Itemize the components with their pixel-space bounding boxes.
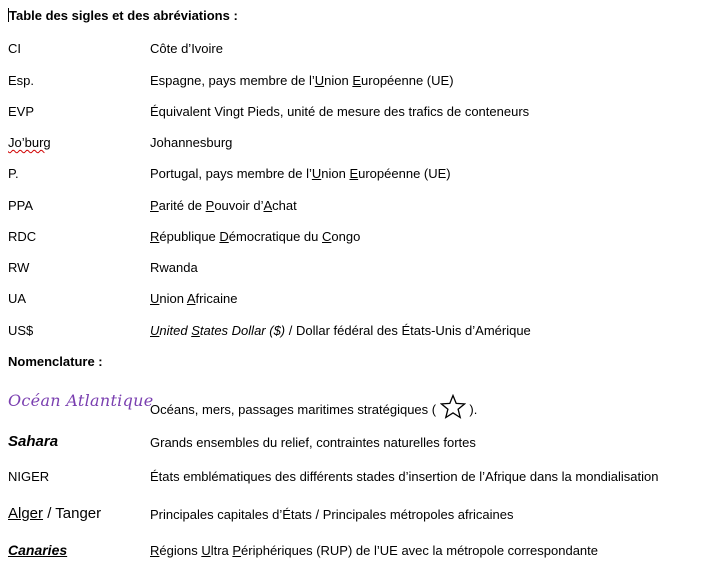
abbr-ci: CI [8,41,21,56]
def-text: uropéenne (UE) [358,166,451,181]
sample-canaries: Canaries [8,542,68,558]
abbr-ppa: PPA [8,198,34,213]
def-text: nion [324,73,353,88]
def-text: ltra [210,543,233,558]
def-p [150,166,451,182]
def-initial: D [219,229,229,244]
def-initial: U [201,543,211,558]
abbr-esp: Esp. [8,73,35,88]
abbr-ua: UA [8,291,27,306]
abbr-rw: RW [8,260,30,275]
def-evp: Équivalent Vingt Pieds, unité de mesure des trafics de conteneurs [150,104,530,119]
def-text: Portugal, pays membre de l’ [150,166,312,181]
abbr-p: P. [8,166,19,181]
def-text: ongo [331,229,361,244]
def-ua [150,291,237,307]
abbr-usd: US$ [8,323,34,338]
def-initial: U [314,73,325,88]
def-initial: A [263,198,273,213]
def-text: égions [159,543,202,558]
page-title [8,8,238,24]
sample-ocean: Océan Atlantique [8,391,154,410]
def-rw: Rwanda [150,260,198,275]
sample-capitals [8,506,101,522]
def-text: Océans, mers, passages maritimes stratégiques ( [150,402,437,417]
def-initial: P [205,198,215,213]
def-ci: Côte d’Ivoire [150,41,223,56]
def-initial: E [349,166,359,181]
def-text: émocratique du [228,229,323,244]
def-initial: P [232,543,242,558]
def-initial: C [322,229,332,244]
def-joburg: Johannesburg [150,135,233,150]
def-rdc [150,229,360,245]
def-sahara: Grands ensembles du relief, contraintes naturelles fortes [150,435,476,450]
def-canaries [150,543,598,559]
def-text: nion [321,166,350,181]
def-text: chat [272,198,297,213]
def-initial: E [352,73,362,88]
sample-sahara: Sahara [8,433,59,450]
def-text: nited [159,323,192,338]
def-text: Espagne, pays membre de l’ [150,73,315,88]
def-initial: U [150,291,160,306]
def-niger: États emblématiques des différents stades d’insertion de l’Afrique dans la mondialisation [150,469,659,484]
abbr-rdc: RDC [8,229,37,244]
def-initial: A [186,291,196,306]
def-usd [150,323,531,339]
def-text: tates Dollar ($) [199,323,286,338]
def-ocean [150,394,477,424]
def-text: nion [159,291,187,306]
sample-niger: NIGER [8,469,50,484]
sample-metropole: / Tanger [43,505,102,522]
nomenclature-title: Nomenclature : [8,354,103,369]
def-initial: R [150,543,160,558]
def-text: ). [469,402,478,417]
def-ppa [150,198,297,214]
def-text: fricaine [195,291,238,306]
spellcheck-word: Jo’burg [8,135,51,150]
def-initial: U [311,166,322,181]
def-initial: S [191,323,200,338]
def-initial: U [150,323,160,338]
def-initial: R [150,229,160,244]
page-title-text: Table des sigles et des abréviations : [9,8,238,23]
def-text: ouvoir d’ [214,198,264,213]
star-icon [440,394,466,424]
abbr-joburg [8,135,51,151]
def-text: / Dollar fédéral des États-Unis d’Amérique [285,323,531,338]
abbr-evp: EVP [8,104,35,119]
def-capitals: Principales capitales d’États / Principales métropoles africaines [150,507,514,522]
def-text: uropéenne (UE) [361,73,454,88]
sample-capital: Alger [8,505,44,522]
def-text: ériphériques (RUP) de l’UE avec la métropole correspondante [241,543,599,558]
def-initial: P [150,198,159,213]
def-text: arité de [158,198,206,213]
def-esp [150,73,454,89]
def-text: épublique [159,229,220,244]
